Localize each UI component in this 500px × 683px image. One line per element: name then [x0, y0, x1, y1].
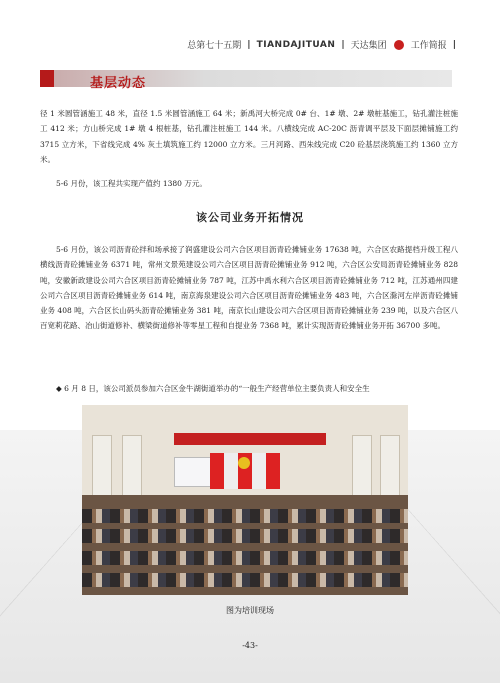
brief-name: 工作简报 — [410, 41, 447, 51]
paragraph-1: 径 1 米圆管涵施工 48 米，直径 1.5 米圆管涵施工 64 米；新禹河大桥完成 0# 台、1# 墩、2# 墩桩基施工，钻孔灌注桩施工 412 米；方山桥完成 1# 墩 4 根桩基，钻孔灌注桩施工 144 米。八横线完成 AC-20C 沥青调平层及下面层摊铺施工约 3715 立方米，下省线完成 4% 灰土填筑施工约 12000 立方米。三月河路、西朱线完成 C20 砼基层浇筑施工约 1360 立方米。 — [40, 109, 458, 164]
paragraph-2: 5-6 月份，该工程共实现产值约 1380 万元。 — [56, 179, 207, 188]
photo-window — [380, 435, 400, 497]
emblem-icon — [238, 457, 250, 469]
page-header — [187, 38, 456, 51]
magazine-name: TIANDAJITUAN — [256, 39, 336, 50]
subsection-title: 该公司业务开拓情况 — [196, 211, 304, 224]
audience-row — [82, 551, 408, 565]
page-number: -43- — [242, 641, 258, 650]
training-photo — [82, 405, 408, 595]
photo-window — [92, 435, 112, 497]
header-divider: | — [452, 39, 456, 50]
group-logo-icon — [394, 40, 404, 50]
projection-screen — [174, 457, 212, 487]
issue-number: 总第七十五期 — [187, 41, 242, 51]
section-title: 基层动态 — [90, 76, 147, 91]
group-name: 天达集团 — [350, 41, 387, 51]
photo-caption: 图为培训现场 — [226, 606, 274, 615]
audience-row — [82, 529, 408, 543]
photo-window — [352, 435, 372, 497]
photo-banner — [174, 433, 326, 445]
audience-row — [82, 509, 408, 523]
section-marker — [40, 70, 54, 87]
header-divider: | — [247, 39, 251, 50]
photo-window — [122, 435, 142, 497]
audience-row — [82, 573, 408, 587]
body-paragraph-1: 5-6 月份，该公司沥青砼拌和场承接了润盛建设公司六合区项目沥青砼摊铺业务 17638 吨，六合区农路提档升级工程八横线沥青砼摊铺业务 6371 吨，常州文景苑建设公司六合区项目沥青砼摊铺业务 912 吨，六合区公安局沥青砼摊铺业务 828 吨，安徽新政建设公司六合区项目沥青砼摊铺业务 787 吨，江苏中禹水利六合区项目沥青砼摊铺业务 712 吨，江苏通州四建公司六合区项目沥青砼摊铺业务 614 吨，南京海泉建设公司六合区项目沥青砼摊铺业务 483 吨，六合区滁河左岸沥青砼摊铺业务 408 吨，六合区长山码头沥青砼摊铺业务 381 吨，南京长山建设公司六合区项目沥青砼摊铺业务 239 吨，以及六合区八百宽莉花路、冶山街道修补、横梁街道修补等零星工程和自提业务 7368 吨，累计实现沥青砼摊铺业务开拓 36700 多吨。 — [40, 245, 458, 331]
body-paragraph-2: ◆ 6 月 8 日，该公司派员参加六合区金牛湖街道举办的“一般生产经营单位主要负责人和安全生 — [56, 384, 370, 393]
header-divider: | — [341, 39, 345, 50]
